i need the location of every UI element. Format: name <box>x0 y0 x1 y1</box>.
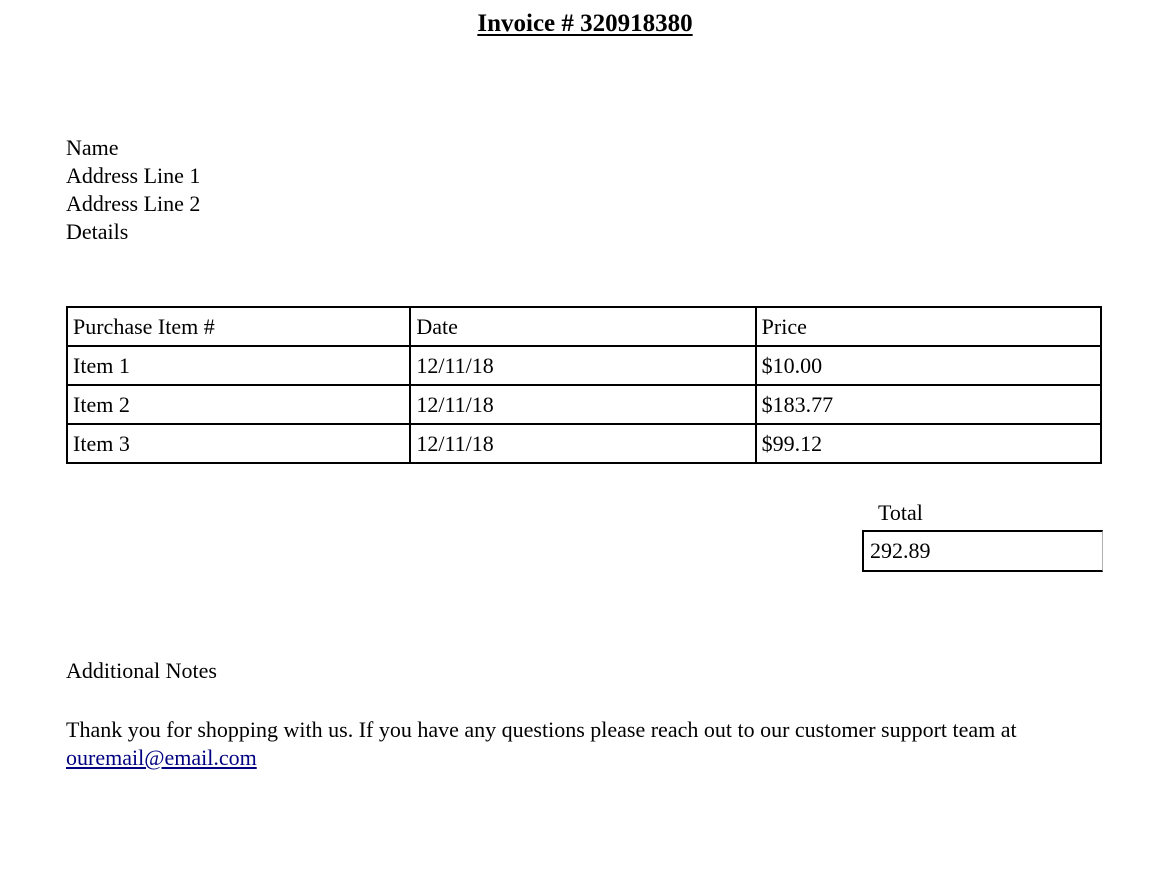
header-date: Date <box>410 307 755 346</box>
table-row <box>67 424 1101 463</box>
item-name-cell: Item 1 <box>67 346 410 385</box>
item-name-cell: Item 3 <box>67 424 410 463</box>
item-price-cell: $10.00 <box>756 346 1101 385</box>
customer-address-line-2: Address Line 2 <box>66 191 201 216</box>
notes-heading: Additional Notes <box>66 658 217 683</box>
table-header-row <box>67 307 1101 346</box>
notes-text: Thank you for shopping with us. If you have any questions please reach out to our customer support team at <box>66 717 1017 742</box>
purchase-items-table <box>66 306 1102 464</box>
customer-address-line-1: Address Line 1 <box>66 163 201 188</box>
item-name-cell: Item 2 <box>67 385 410 424</box>
customer-details: Details <box>66 219 129 244</box>
total-label: Total <box>878 500 923 525</box>
invoice-title: Invoice # 320918380 <box>477 10 693 37</box>
customer-name: Name <box>66 135 119 160</box>
total-value: 292.89 <box>862 530 1103 572</box>
header-price: Price <box>756 307 1101 346</box>
table-row <box>67 385 1101 424</box>
support-email-link[interactable]: ouremail@email.com <box>66 745 257 770</box>
notes-body <box>66 716 1096 772</box>
customer-address-block <box>66 133 200 245</box>
item-date-cell: 12/11/18 <box>410 385 755 424</box>
item-date-cell: 12/11/18 <box>410 424 755 463</box>
item-date-cell: 12/11/18 <box>410 346 755 385</box>
item-price-cell: $183.77 <box>756 385 1101 424</box>
header-purchase-item: Purchase Item # <box>67 307 410 346</box>
table-row <box>67 346 1101 385</box>
item-price-cell: $99.12 <box>756 424 1101 463</box>
